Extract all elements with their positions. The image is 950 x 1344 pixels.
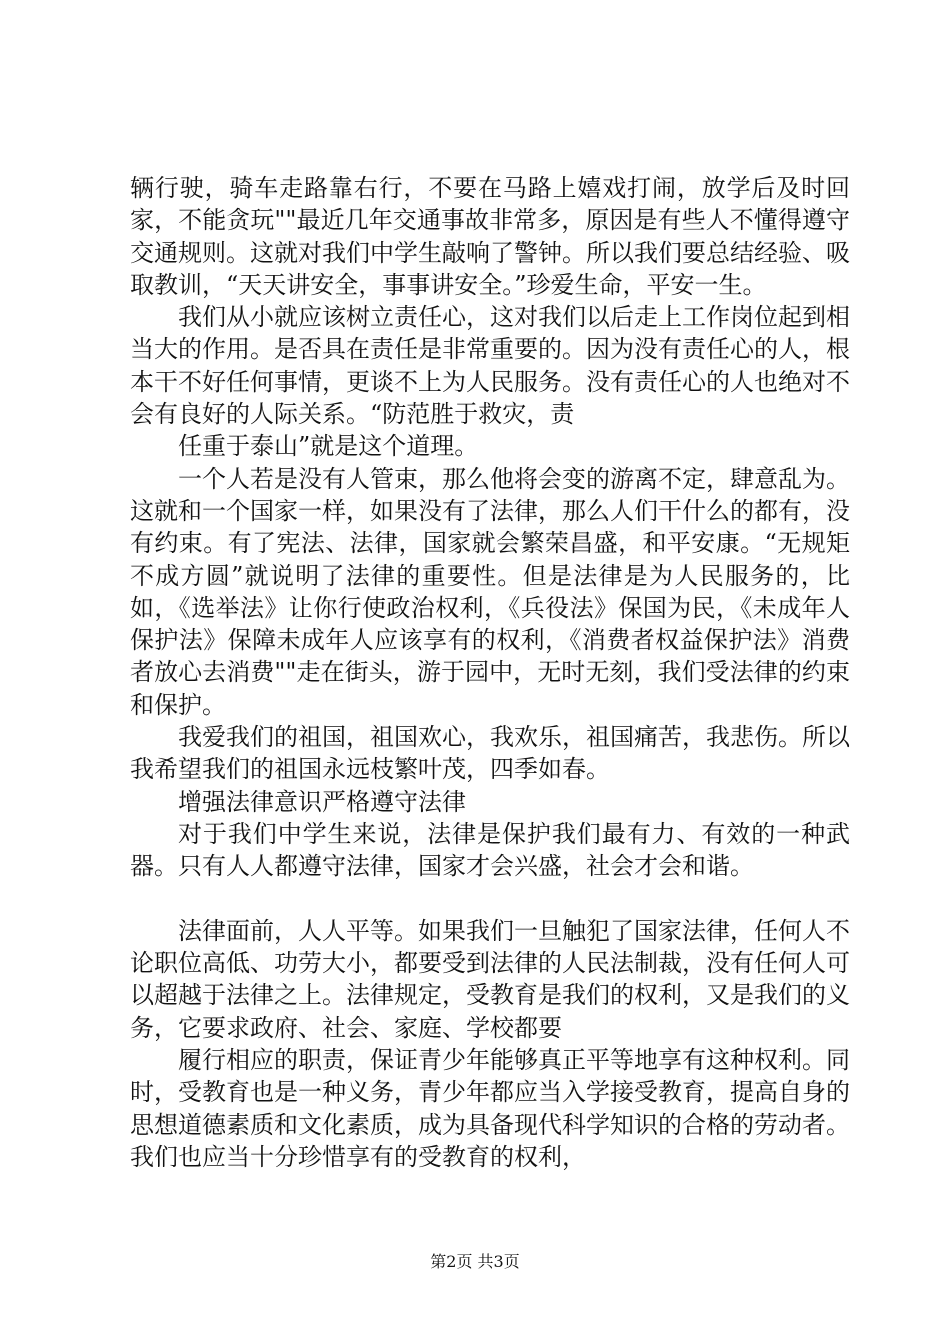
paragraph-4: 一个人若是没有人管束，那么他将会变的游离不定，肆意乱为。这就和一个国家一样，如果没有了法律，那么人们干什么的都有，没有约束。有了宪法、法律，国家就会繁荣昌盛，和平安康。“无规矩不成方圆”就说明了法律的重要性。但是法律是为人民服务的，比如，《选举法》让你行使政治权利，《兵役法》保国为民，《未成年人保护法》保障未成年人应该享有的权利，《消费者权益保护法》消费者放心去消费""走在街头，游于园中，无时无刻，我们受法律的约束和保护。	[130, 464, 850, 719]
paragraph-3: 任重于泰山”就是这个道理。	[178, 432, 479, 461]
paragraph-7: 法律面前，人人平等。如果我们一旦触犯了国家法律，任何人不论职位高低、功劳大小，都要受到法律的人民法制裁，没有任何人可以超越于法律之上。法律规定，受教育是我们的权利，又是我们的义务，它要求政府、社会、家庭、学校都要	[130, 916, 850, 1042]
paragraph-5: 我爱我们的祖国，祖国欢心，我欢乐，祖国痛苦，我悲伤。所以我希望我们的祖国永远枝繁叶茂，四季如春。	[130, 723, 850, 784]
paragraph-8: 履行相应的职责，保证青少年能够真正平等地享有这种权利。同时，受教育也是一种义务，青少年都应当入学接受教育，提高自身的思想道德素质和文化素质，成为具备现代科学知识的合格的劳动者。我们也应当十分珍惜享有的受教育的权利，	[130, 1046, 850, 1171]
paragraph-2: 我们从小就应该树立责任心，这对我们以后走上工作岗位起到相当大的作用。是否具在责任是非常重要的。因为没有责任心的人，根本干不好任何事情，更谈不上为人民服务。没有责任心的人也绝对不会有良好的人际关系。“防范胜于救灾，责	[130, 303, 850, 429]
paragraph-1: 辆行驶，骑车走路靠右行，不要在马路上嬉戏打闹，放学后及时回家，不能贪玩""最近几年交通事故非常多，原因是有些人不懂得遵守交通规则。这就对我们中学生敲响了警钟。所以我们要总结经验、吸取教训，“天天讲安全，事事讲安全。”珍爱生命，平安一生。	[130, 174, 850, 299]
section-heading: 增强法律意识严格遵守法律	[178, 787, 466, 816]
document-body	[130, 172, 850, 1173]
page-footer: 第2页 共3页	[430, 1252, 520, 1271]
paragraph-6: 对于我们中学生来说，法律是保护我们最有力、有效的一种武器。只有人人都遵守法律，国家才会兴盛，社会才会和谐。	[130, 819, 850, 881]
blank-line	[130, 883, 850, 915]
